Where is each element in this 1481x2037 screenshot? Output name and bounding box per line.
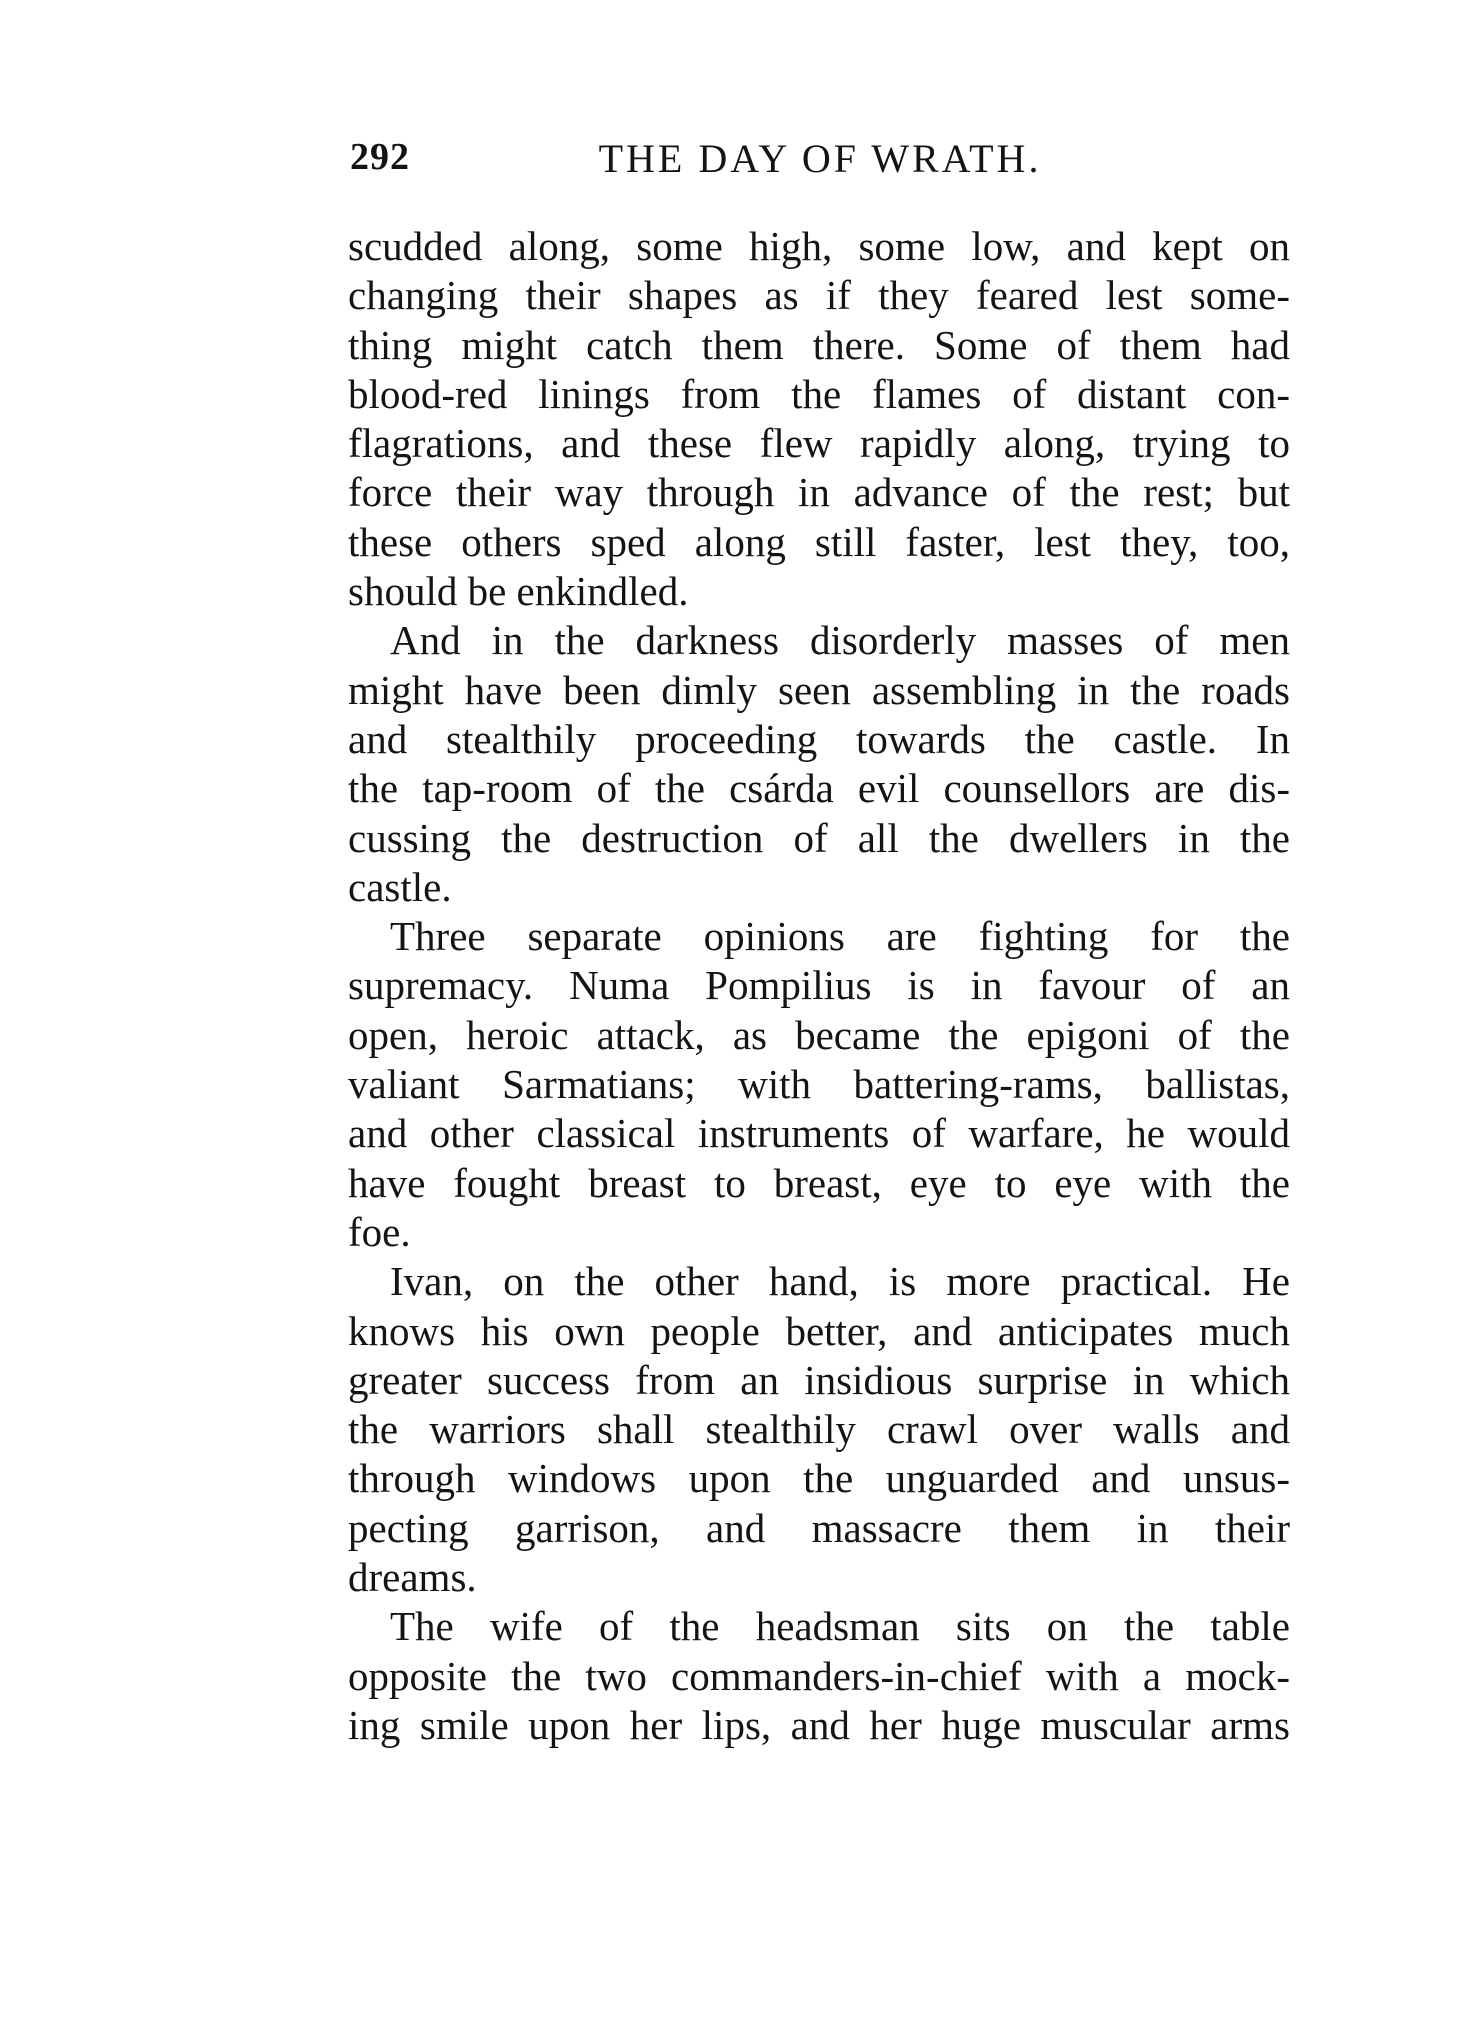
text-line: foe. (348, 1208, 411, 1255)
page-number: 292 (350, 136, 410, 178)
text-line: and stealthily proceeding towards the castle. In (348, 715, 1290, 762)
paragraph (348, 912, 1290, 1257)
text-line: ing smile upon her lips, and her huge muscular arms (348, 1701, 1290, 1748)
text-line: knows his own people better, and anticipates much (348, 1307, 1290, 1354)
text-line: And in the darkness disorderly masses of men (390, 617, 1290, 664)
text-line: Three separate opinions are fighting for the (390, 913, 1290, 960)
text-line: thing might catch them there. Some of them had (348, 321, 1290, 368)
text-line: Ivan, on the other hand, is more practical. He (390, 1258, 1290, 1305)
body-text (348, 222, 1290, 1750)
text-line: the tap-room of the csárda evil counsellors are dis- (348, 765, 1290, 812)
text-line: and other classical instruments of warfare, he would (348, 1110, 1290, 1157)
text-line: force their way through in advance of the rest; but (348, 469, 1290, 516)
text-line: scudded along, some high, some low, and kept on (348, 223, 1290, 269)
text-line: greater success from an insidious surprise in which (348, 1356, 1290, 1403)
page-header (350, 135, 1290, 195)
paragraph (348, 1257, 1290, 1602)
text-line: pecting garrison, and massacre them in their (348, 1504, 1290, 1551)
text-line: might have been dimly seen assembling in the roads (348, 666, 1290, 713)
text-line: castle. (348, 863, 452, 910)
text-line: flagrations, and these flew rapidly along, trying to (348, 420, 1290, 467)
running-title: THE DAY OF WRATH. (598, 136, 1042, 181)
text-line: through windows upon the unguarded and unsus- (348, 1455, 1290, 1502)
text-line: The wife of the headsman sits on the table (390, 1603, 1290, 1650)
text-line: cussing the destruction of all the dwellers in the (348, 814, 1290, 861)
text-line: opposite the two commanders-in-chief with a mock- (348, 1652, 1290, 1699)
text-line: open, heroic attack, as became the epigoni of the (348, 1011, 1290, 1058)
text-line: valiant Sarmatians; with battering-rams, ballistas, (348, 1061, 1290, 1108)
paragraph (348, 1602, 1290, 1750)
text-line: supremacy. Numa Pompilius is in favour of an (348, 962, 1290, 1009)
text-line: dreams. (348, 1554, 477, 1601)
text-line: changing their shapes as if they feared lest some- (348, 272, 1290, 319)
text-line: should be enkindled. (348, 568, 689, 615)
text-line: the warriors shall stealthily crawl over walls and (348, 1406, 1290, 1453)
paragraph (348, 616, 1290, 912)
text-line: blood-red linings from the flames of distant con- (348, 370, 1290, 417)
text-line: these others sped along still faster, lest they, too, (348, 518, 1290, 565)
text-line: have fought breast to breast, eye to eye with the (348, 1159, 1290, 1206)
paragraph (348, 222, 1290, 616)
